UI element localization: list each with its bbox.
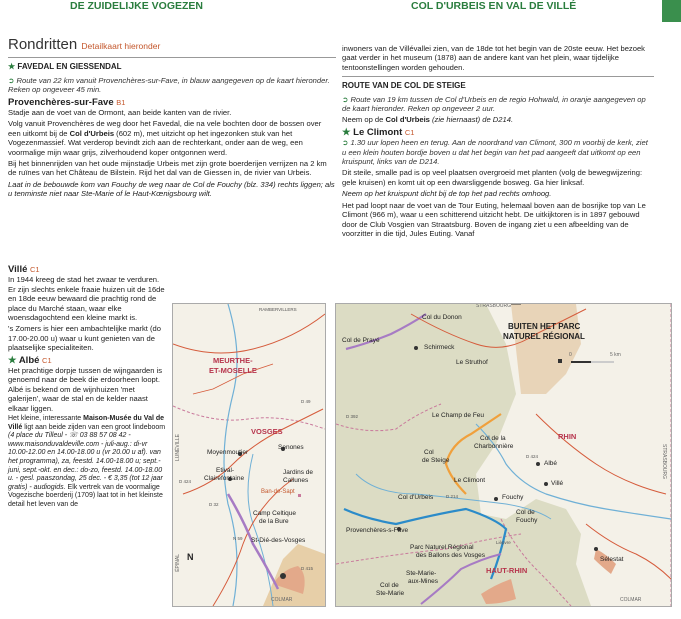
ref-albe: C1: [42, 355, 52, 365]
heading-ville-text: Villé: [8, 264, 28, 275]
text-neem: [342, 115, 654, 124]
label-d392: D 392: [346, 414, 359, 419]
albe2a: Het kleine, interessante: [8, 415, 84, 423]
label-jardins1: Jardins de: [283, 469, 313, 476]
heading-albe: ★ Albé C1: [8, 354, 52, 366]
text-provencheres-2: [8, 119, 336, 157]
title-sub: Detailkaart hieronder: [81, 41, 161, 51]
text-albe-2: [8, 415, 168, 510]
label-champdefeu: Le Champ de Feu: [432, 412, 485, 419]
label-camp1: Camp Celtique: [253, 510, 296, 517]
label-camp2: de la Bure: [259, 518, 289, 525]
label-strasbourg-top: STRASBOURG: [476, 303, 512, 309]
text-provencheres-1: Stadje aan de voet van de Ormont, aan beide kanten van de rivier.: [8, 108, 232, 118]
label-colstemarie1: Col de: [380, 582, 399, 589]
label-d424-right: D 424: [526, 454, 539, 459]
label-colmar-right: COLMAR: [620, 597, 642, 603]
text-museum-intro: inwoners van de Villévallei zien, van de 18de tot het begin van de 20ste eeuw. Het bezoek gaat verder in het museum (1878) aan de andere kant van het plein, waar tijdelijke tentoonstellingen worden gehouden.: [342, 44, 645, 72]
label-colurbeis: Col d'Urbeis: [398, 494, 434, 501]
label-hautrhin: HAUT-RHIN: [486, 566, 528, 575]
left-column-narrow: [8, 262, 168, 512]
label-d415: D 415: [301, 566, 314, 571]
label-moyenmoutier: Moyenmoutier: [207, 449, 249, 456]
label-colfouchy2: Fouchy: [516, 517, 538, 524]
heading-ville: [8, 265, 168, 274]
text-climont-1: Dit steile, smalle pad is op veel plaatsen overgroeid met planten (volg de bewegwijzering: gele kruisen) en komt uit op een dwarsliggende bosweg. Ga hier linksaf.: [342, 168, 643, 187]
label-stemarie1: Ste-Marie-: [406, 570, 437, 577]
label-coldonon: Col du Donon: [422, 314, 462, 321]
label-vosges: VOSGES: [251, 427, 283, 436]
label-parc1: Parc Naturel Régional: [410, 544, 474, 551]
label-d49: D 49: [301, 399, 311, 404]
label-colstemarie2: Ste-Marie: [376, 590, 405, 597]
label-selestat: Sélestat: [600, 556, 624, 563]
label-lievre: Lièpvre: [496, 540, 511, 545]
heading-climont: ★ Le Climont C1: [342, 126, 415, 138]
chapter-tab: [662, 0, 681, 22]
route-climont-text: 1.30 uur lopen heen en terug. Aan de noordrand van Climont, 300 m voorbij de kerk, ziet u een klein houten bordje boven u dat het begin van het pad aangeeft dat uitkomt op een kruispunt, links van de D214.: [342, 138, 648, 167]
text-provencheres-4: Laat in de bebouwde kom van Fouchy de weg naar de Col de Fouchy (blz. 334) rechts liggen; als u tenminste niet naar Ste-Marie of le Haut-Kœnigsbourg wilt.: [8, 179, 335, 199]
left-column: [8, 26, 336, 201]
label-buiten1: BUITEN HET PARC: [508, 322, 581, 331]
map-left: [172, 303, 326, 607]
label-ban: Ban-de-Sapt: [261, 489, 295, 495]
heading-albe-text: Albé: [18, 354, 40, 366]
label-stemarie2: aux-Mines: [408, 578, 438, 585]
label-moselle: ET-MOSELLE: [209, 366, 257, 375]
neem-a: Neem op de: [342, 115, 386, 125]
label-rambervillers: RAMBERVILLERS: [259, 307, 297, 312]
label-n59: N 59: [233, 536, 243, 541]
map-left-svg: [173, 304, 325, 606]
prov2c: (602 m), met uitzicht op het ingezonken stuk van het Vogezenmassief. Wat verderop bevindt zich aan de rechterkant, onder aan de weg, een voormalige mijn waar grijs, zilverhoudend koper ontgonnen werd.: [8, 128, 303, 157]
text-climont-2: Neem op het kruispunt dicht bij de top het pad rechts omhoog.: [342, 189, 552, 199]
route-steige-text: Route van 19 km tussen de Col d'Urbeis en de regio Hohwald, in oranje aangegeven op de kaart hieronder. Reken op ongeveer 2 uur.: [342, 94, 646, 114]
map-right: [335, 303, 672, 607]
label-luneville: LUNÉVILLE: [175, 434, 181, 461]
albe3: Elk vertrek van de voormalige Vogezische boerderij (1709) laat tot in het kleinste detail het leven van de: [8, 483, 163, 509]
section-favedal: ★ FAVEDAL EN GIESSENDAL: [8, 57, 336, 71]
label-senones: Senones: [278, 444, 304, 451]
section-favedal-label: FAVEDAL EN GIESSENDAL: [17, 62, 122, 72]
label-albe: Albé: [544, 460, 558, 467]
label-buiten2: NATUREL RÉGIONAL: [503, 332, 585, 341]
text-ville: In 1944 kreeg de stad het zwaar te verduren. Er zijn slechts enkele fraaie huizen uit de 16de en 18de eeuw bewaard die prachtig rond de place du Marché staan, waar elke woensdagochtend een kleine markt is.: [8, 275, 165, 323]
neem-c: (zie hiernaast) de D214.: [429, 115, 514, 125]
label-colsteige1: Col: [424, 449, 434, 456]
label-scale5: 5 km: [610, 352, 621, 358]
label-d32: D 32: [209, 502, 219, 507]
label-d214: D 214: [446, 494, 459, 499]
label-rhin: RHIN: [558, 432, 577, 441]
neem-b: Col d'Urbeis: [385, 115, 430, 125]
running-header-left: DE ZUIDELIJKE VOGEZEN: [70, 0, 204, 12]
label-climont: Le Climont: [454, 477, 486, 484]
route-favedal: ➲ Route van 22 km vanuit Provenchères-sur-Fave, in blauw aangegeven op de kaart hieronder. Reken op ongeveer 45 min.: [8, 75, 330, 95]
ref-ville: C1: [30, 265, 40, 274]
label-colpraye: Col de Prayé: [342, 337, 380, 344]
route-climont: ➲ 1.30 uur lopen heen en terug. Aan de noordrand van Climont, 300 m voorbij de kerk, ziet u een klein houten bordje boven u dat het begin van het pad aangeeft dat uitkomt op een kruispunt, links van de D214.: [342, 138, 648, 167]
label-stdie: St-Dié-des-Vosges: [251, 537, 306, 544]
label-provencheres: Provenchères-s-Fave: [346, 527, 409, 534]
label-meurthe: MEURTHE-: [213, 356, 253, 365]
ref-climont: C1: [404, 127, 415, 137]
label-colcharbonniere2: Charbonnière: [474, 443, 514, 450]
prov2b: Col d'Urbeis: [69, 128, 115, 138]
label-colfouchy1: Col de: [516, 509, 535, 516]
text-ville-2: 's Zomers is hier een ambachtelijke markt (do 17.00-20.00 u) waar u kunt genieten van de plaatselijke specialiteiten.: [8, 324, 161, 353]
label-struthof: Le Struthof: [456, 359, 488, 366]
albe2d: (4 place du Tilleul - ☏ 03 88 57 08 42 - www.maisonduvaldeville.com - juli-aug.: di-vr 10.00-12.00 en 14.00-18.00 u (vr 20.00 u af). van het programma), za, feestd. 14.00-18.00 u; sept.-juni, sept.-okt. en dec.: do-zo, feestd. 14.00-18.00 u. - gesl. paaszondag, 25 dec. - € 3,35 (tot 12 jaar gratis) - audiogids.: [8, 432, 163, 491]
label-ville: Villé: [551, 480, 564, 487]
label-d424-left: D 424: [179, 479, 192, 484]
label-strasbourg-side: STRASBOURG: [661, 444, 667, 480]
prov2a: Volg vanuit Provenchères de weg door het Favedal, die na vele bochten door de bossen over een uitkomt bij de: [8, 119, 322, 138]
label-clairefontaine: Clairefontaine: [204, 475, 245, 482]
text-albe: Het prachtige dorpje tussen de wijngaarden is genoemd naar de beek die erdoorheen loopt. Albé is bekend om de wijnhuizen 'met galerijen', waar de stal en de kelder naast elkaar liggen.: [8, 366, 163, 413]
label-scale0: 0: [569, 352, 572, 358]
route-steige: ➲ Route van 19 km tussen de Col d'Urbeis en de regio Hohwald, in oranje aangegeven op de kaart hieronder. Reken op ongeveer 2 uur.: [342, 94, 646, 114]
label-fouchy: Fouchy: [502, 494, 524, 501]
title-text: Rondritten: [8, 36, 78, 53]
label-etival: Etival-: [216, 467, 235, 474]
heading-climont-text: Le Climont: [353, 126, 403, 138]
text-climont-3: Het pad loopt naar de voet van de Tour Euting, helemaal boven aan de bosrijke top van Le Climont (966 m), waar u een schitterend uitzicht hebt. De uitkijktoren is in 1897 gebouwd door de Club Vosgien van Straatsburg. Boven de ingang ziet u een afbeelding van de voorzitter in die tijd, Jules Euting. Vanaf: [342, 200, 646, 238]
heading-provencheres-text: Provenchères-sur-Fave: [8, 96, 114, 108]
page-title: [8, 36, 336, 53]
label-jardins2: Callunes: [283, 477, 309, 484]
heading-provencheres: [8, 98, 336, 107]
text-provencheres-3: Bij het binnenrijden van het oude mijnstadje Urbeis met zijn grote boerderijen verrijzen na 2 km de ruïnes van het Château de Bilstein. Rijd het dal van de Giessen in, de rivier van Urbeis.: [8, 159, 327, 178]
label-colsteige2: de Steige: [422, 457, 450, 464]
right-column: [342, 44, 654, 240]
label-colcharbonniere1: Col de la: [480, 435, 506, 442]
ref-provencheres: B1: [116, 97, 126, 107]
albe2c: ligt aan beide zijden van een groot lindeboom: [22, 423, 166, 431]
route-favedal-text: Route van 22 km vanuit Provenchères-sur-Fave, in blauw aangegeven op de kaart hieronder. Reken op ongeveer 45 min.: [8, 75, 330, 95]
label-epinal: ÉPINAL: [175, 554, 181, 572]
label-schirmeck: Schirmeck: [424, 344, 455, 351]
section-steige: ROUTE VAN DE COL DE STEIGE: [342, 76, 654, 90]
running-header-right: COL D'URBEIS EN VAL DE VILLÉ: [411, 0, 577, 12]
north-arrow: N: [187, 552, 194, 562]
label-colmar-left: COLMAR: [271, 597, 293, 603]
label-parc2: des Ballons des Vosges: [416, 552, 486, 559]
albe2b: Maison-Musée du Val de Villé: [8, 415, 165, 431]
